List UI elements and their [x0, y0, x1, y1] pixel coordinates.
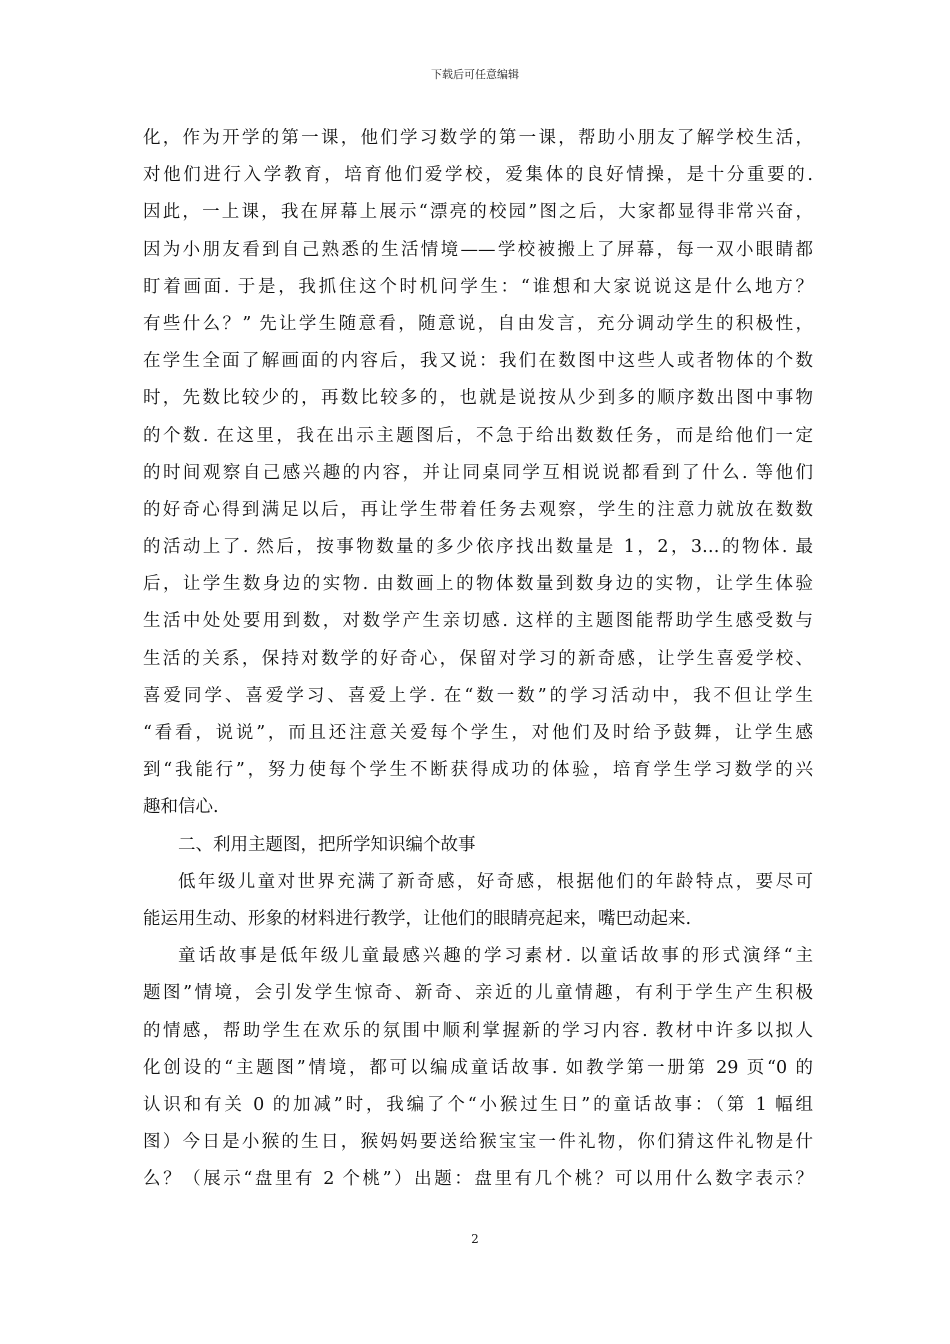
text-line: 的时间观察自己感兴趣的内容，并让同桌同学互相说说都看到了什么. 等他们: [143, 462, 813, 483]
text-line: 童话故事是低年级儿童最感兴趣的学习素材. 以童话故事的形式演绎“主: [178, 946, 813, 967]
text-line: 到“我能行”，努力使每个学生不断获得成功的体验，培育学生学习数学的兴: [143, 760, 813, 781]
text-line: 喜爱同学、喜爱学习、喜爱上学. 在“数一数”的学习活动中，我不但让学生: [143, 685, 813, 706]
page-number: 2: [471, 1232, 479, 1246]
text-line: 在学生全面了解画面的内容后，我又说：我们在数图中这些人或者物体的个数: [143, 351, 813, 372]
text-line: 的活动上了. 然后，按事物数量的多少依序找出数量是 1，2，3…的物体. 最: [143, 537, 813, 558]
text-line: 对他们进行入学教育，培育他们爱学校，爱集体的良好情操，是十分重要的.: [143, 165, 813, 186]
text-line: 么？（展示“盘里有 2 个桃”）出题：盘里有几个桃？可以用什么数字表示？: [143, 1169, 813, 1190]
text-line: 趣和信心.: [143, 797, 219, 818]
text-line: 题图”情境，会引发学生惊奇、新奇、亲近的儿童情趣，有利于学生产生积极: [143, 983, 813, 1004]
text-line: 化，作为开学的第一课，他们学习数学的第一课，帮助小朋友了解学校生活，: [143, 128, 813, 148]
text-line: 时，先数比较少的，再数比较多的，也就是说按从少到多的顺序数出图中事物: [143, 388, 813, 409]
text-line: 有些什么？” 先让学生随意看，随意说，自由发言，充分调动学生的积极性，: [143, 313, 813, 334]
text-line: 的情感，帮助学生在欢乐的氛围中顺利掌握新的学习内容. 教材中许多以拟人: [143, 1020, 813, 1041]
text-line: 生活的关系，保持对数学的好奇心，保留对学习的新奇感，让学生喜爱学校、: [143, 648, 813, 669]
text-line: 因为小朋友看到自己熟悉的生活情境——学校被搬上了屏幕，每一双小眼睛都: [143, 239, 813, 260]
text-line: 认识和有关 0 的加减”时，我编了个“小猴过生日”的童话故事：（第 1 幅组: [143, 1094, 813, 1115]
text-line: 的个数. 在这里，我在出示主题图后，不急于给出数数任务，而是给他们一定: [143, 425, 813, 446]
text-line: “看看，说说”，而且还注意关爱每个学生，对他们及时给予鼓舞，让学生感: [143, 723, 813, 743]
text-line: 盯着画面. 于是，我抓住这个时机问学生：“谁想和大家说说这是什么地方？: [143, 276, 813, 297]
text-line: 因此，一上课，我在屏幕上展示“漂亮的校园”图之后，大家都显得非常兴奋，: [143, 202, 813, 223]
text-line: 后，让学生数身边的实物. 由数画上的物体数量到数身边的实物，让学生体验: [143, 574, 813, 595]
text-line: 化创设的“主题图”情境，都可以编成童话故事. 如教学第一册第 29 页“0 的: [143, 1057, 813, 1078]
document-body: [143, 120, 813, 1198]
text-line: 二、利用主题图，把所学知识编个故事: [178, 834, 476, 855]
text-line: 图）今日是小猴的生日，猴妈妈要送给猴宝宝一件礼物，你们猜这件礼物是什: [143, 1132, 813, 1153]
page-header: 下载后可任意编辑: [431, 68, 519, 81]
text-line: 低年级儿童对世界充满了新奇感，好奇感，根据他们的年龄特点，要尽可: [178, 871, 813, 892]
text-line: 能运用生动、形象的材料进行教学，让他们的眼睛亮起来，嘴巴动起来.: [143, 908, 692, 929]
text-line: 生活中处处要用到数，对数学产生亲切感. 这样的主题图能帮助学生感受数与: [143, 611, 813, 632]
text-line: 的好奇心得到满足以后，再让学生带着任务去观察，学生的注意力就放在数数: [143, 499, 813, 520]
